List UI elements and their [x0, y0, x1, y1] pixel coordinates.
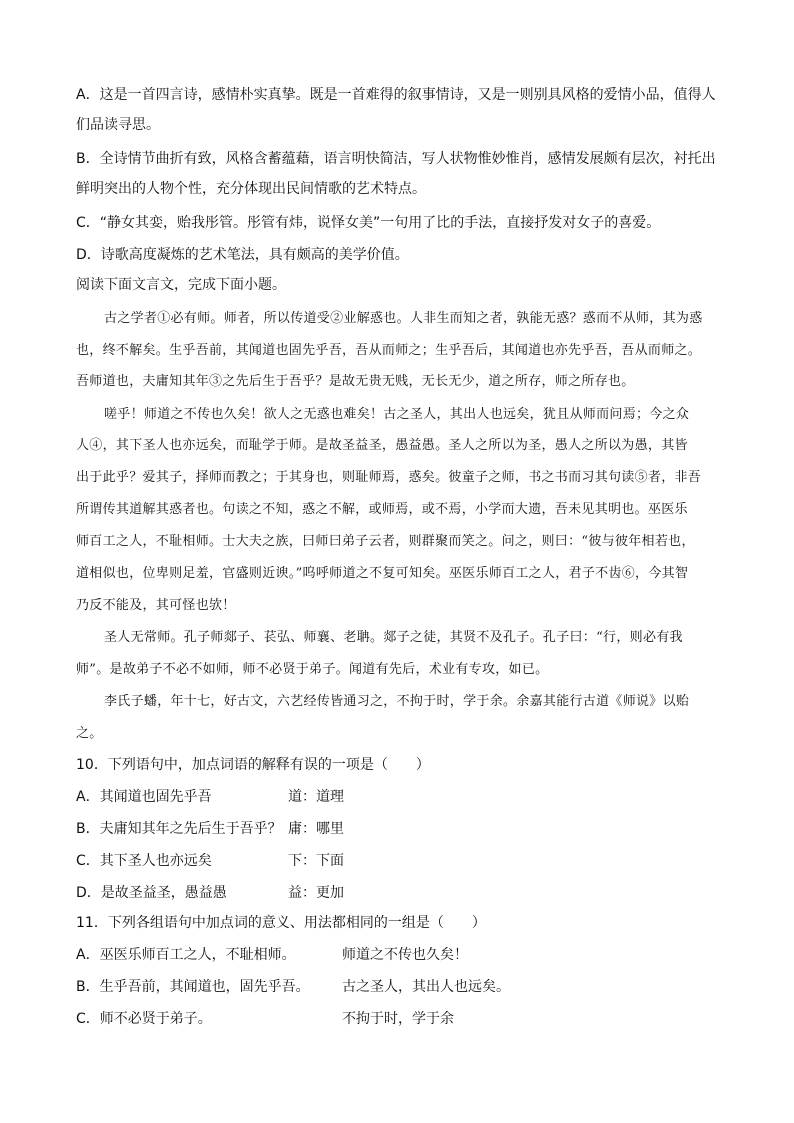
option-a-line1: A．这是一首四言诗，感情朴实真挚。既是一首难得的叙事情诗，又是一则别具风格的爱情小品，值得人	[76, 87, 716, 103]
passage-line: 道相似也，位卑则足羞，官盛则近谀。”呜呼师道之不复可知矣。巫医乐师百工之人，君子不齿⑥，今其智	[76, 566, 689, 581]
passage-line: 之。	[76, 726, 103, 741]
q10-option-b-gloss: 庸：哪里	[288, 821, 344, 837]
q10-option-d-gloss: 益：更加	[288, 885, 344, 901]
question-11-stem: 11．下列各组语句中加点词的意义、用法都相同的一组是（ ）	[76, 915, 486, 931]
passage-line: 吾师道也，夫庸知其年③之先后生于吾乎？是故无贵无贱，无长无少，道之所存，师之所存也。	[76, 374, 635, 389]
option-c: C．“静女其娈，贻我彤管。彤管有炜，说怿女美”一句用了比的手法，直接抒发对女子的喜爱。	[76, 215, 661, 231]
q11-option-a-right: 师道之不传也久矣！	[342, 947, 468, 963]
question-10-stem: 10．下列语句中，加点词语的解释有误的一项是（ ）	[76, 757, 430, 773]
q11-option-b-right: 古之圣人，其出人也远矣。	[342, 979, 510, 995]
q11-option-a-left: A．巫医乐师百工之人，不耻相师。	[76, 947, 296, 963]
passage-line: 人④，其下圣人也亦远矣，而耻学于师。是故圣益圣，愚益愚。圣人之所以为圣，愚人之所以为愚，其皆	[76, 438, 688, 453]
q10-option-a-gloss: 道：道理	[288, 789, 344, 805]
q10-option-c: C．其下圣人也亦远矣	[76, 853, 212, 869]
passage-line: 乃反不能及，其可怪也欤！	[76, 598, 236, 613]
q10-option-b: B．夫庸知其年之先后生于吾乎？	[76, 821, 282, 837]
passage-line: 也，终不解矣。生乎吾前，其闻道也固先乎吾，吾从而师之；生乎吾后，其闻道也亦先乎吾，吾从而师之。	[76, 343, 702, 358]
q11-option-c-left: C．师不必贤于弟子。	[76, 1011, 212, 1027]
option-a-line2: 们品读寻思。	[76, 117, 160, 133]
q11-option-c-right: 不拘于时，学于余	[342, 1011, 454, 1027]
passage-line: 古之学者①必有师。师者，所以传道受②业解惑也。人非生而知之者，孰能无惑？惑而不从师，其为惑	[104, 311, 703, 326]
q10-option-c-gloss: 下：下面	[288, 853, 344, 869]
q11-option-b-left: B．生乎吾前，其闻道也，固先乎吾。	[76, 979, 310, 995]
passage-line: 李氏子蟠，年十七，好古文，六艺经传皆通习之，不拘于时，学于余。余嘉其能行古道《师说》以贻	[104, 694, 690, 709]
q10-option-a: A．其闻道也固先乎吾	[76, 789, 212, 805]
passage-line: 所谓传其道解其惑者也。句读之不知，惑之不解，或师焉，或不焉，小学而大遗，吾未见其明也。巫医乐	[76, 502, 688, 517]
passage-line: 出于此乎？爱其子，择师而教之；于其身也，则耻师焉，惑矣。彼童子之师，书之书而习其句读⑤者，非吾	[76, 470, 702, 485]
passage-line: 师百工之人，不耻相师。士大夫之族，曰师曰弟子云者，则群聚而笑之。问之，则曰：“彼与彼年相若也，	[76, 534, 695, 549]
reading-instruction: 阅读下面文言文，完成下面小题。	[76, 277, 286, 293]
passage-line: 嗟乎！师道之不传也久矣！欲人之无惑也难矣！古之圣人，其出人也远矣，犹且从师而问焉；今之众	[104, 407, 690, 422]
q10-option-d: D．是故圣益圣，愚益愚	[76, 885, 227, 901]
passage-line: 师”。是故弟子不必不如师，师不必贤于弟子。闻道有先后，术业有专攻，如已。	[76, 662, 549, 677]
option-b-line1: B．全诗情节曲折有致，风格含蓄蕴藉，语言明快简洁，写人状物惟妙惟肖，感情发展颇有层次，衬托出	[76, 151, 716, 167]
option-d: D．诗歌高度凝炼的艺术笔法，具有颇高的美学价值。	[76, 247, 409, 263]
option-b-line2: 鲜明突出的人物个性，充分体现出民间情歌的艺术特点。	[76, 181, 426, 197]
passage-line: 圣人无常师。孔子师郯子、苌弘、师襄、老聃。郯子之徒，其贤不及孔子。孔子曰：“行，则必有我	[104, 630, 683, 645]
